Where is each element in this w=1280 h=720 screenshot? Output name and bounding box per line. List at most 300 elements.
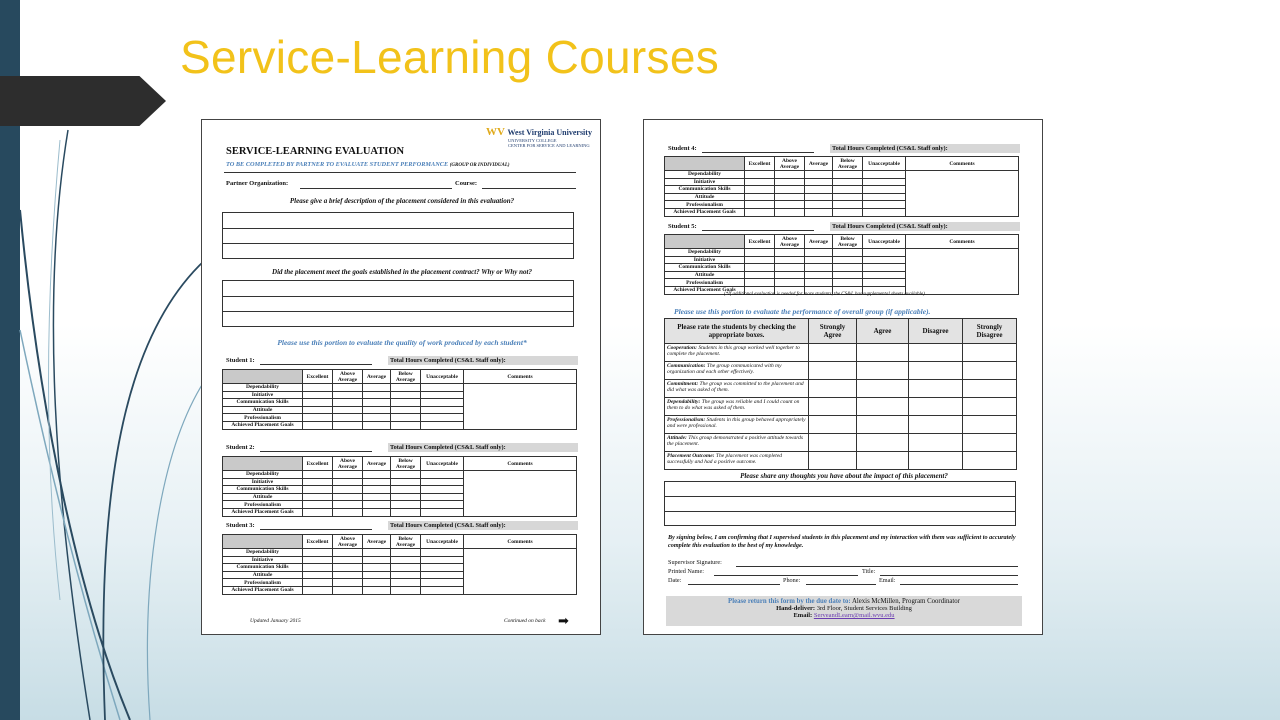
wvu-logo: WV West Virginia University UNIVERSITY COLLEGE CENTER FOR SERVICE AND LEARNING: [486, 126, 592, 148]
printed-name-label: Printed Name:: [668, 568, 704, 575]
rating-checkbox-cell[interactable]: [863, 264, 906, 272]
rating-checkbox-cell[interactable]: [333, 478, 363, 486]
rating-checkbox-cell[interactable]: [833, 201, 863, 209]
student-5-label: Student 5:: [668, 223, 697, 230]
arrow-right-icon: ➡: [558, 613, 569, 628]
comments-cell[interactable]: [464, 549, 577, 595]
rating-checkbox-cell[interactable]: [421, 508, 464, 516]
rating-checkbox-cell[interactable]: [333, 564, 363, 572]
student-4-label: Student 4:: [668, 145, 697, 152]
rating-checkbox-cell[interactable]: [775, 171, 805, 179]
agreement-checkbox-cell[interactable]: [857, 380, 909, 398]
rating-checkbox-cell[interactable]: [775, 264, 805, 272]
comments-cell[interactable]: [464, 384, 577, 430]
agreement-checkbox-cell[interactable]: [909, 416, 963, 434]
agreement-checkbox-cell[interactable]: [809, 434, 857, 452]
group-criterion: Professionalism: Students in this group behaved appropriately and were professional.: [665, 416, 809, 434]
rating-checkbox-cell[interactable]: [363, 478, 391, 486]
rating-checkbox-cell[interactable]: [363, 556, 391, 564]
rating-checkbox-cell[interactable]: [391, 556, 421, 564]
rating-checkbox-cell[interactable]: [333, 421, 363, 429]
rating-checkbox-cell[interactable]: [863, 279, 906, 287]
student-1-label: Student 1:: [226, 357, 255, 364]
rating-row-label: Achieved Placement Goals: [223, 586, 303, 594]
agreement-column-header: Strongly Disagree: [963, 319, 1017, 344]
student-4-rating-table[interactable]: [664, 156, 1019, 217]
rating-checkbox-cell[interactable]: [775, 256, 805, 264]
rating-checkbox-cell[interactable]: [805, 171, 833, 179]
rating-checkbox-cell[interactable]: [421, 493, 464, 501]
rating-checkbox-cell[interactable]: [863, 208, 906, 216]
rating-checkbox-cell[interactable]: [391, 471, 421, 479]
student-4-hours-label: Total Hours Completed (CS&L Staff only):: [832, 145, 948, 152]
partner-org-label: Partner Organization:: [226, 180, 289, 187]
rating-checkbox-cell[interactable]: [421, 549, 464, 557]
rating-checkbox-cell[interactable]: [333, 384, 363, 392]
rating-checkbox-cell[interactable]: [363, 391, 391, 399]
group-rating-table[interactable]: [664, 318, 1017, 470]
rating-checkbox-cell[interactable]: [745, 171, 775, 179]
group-criterion: Dependability: The group was reliable and I could count on them to do what was asked of them.: [665, 398, 809, 416]
question-goals: Did the placement meet the goals established in the placement contract? Why or Why not?: [272, 268, 532, 276]
rating-checkbox-cell[interactable]: [391, 414, 421, 422]
form-heading: SERVICE-LEARNING EVALUATION: [226, 146, 405, 157]
title-field[interactable]: [880, 575, 1018, 576]
rating-checkbox-cell[interactable]: [775, 201, 805, 209]
rating-checkbox-cell[interactable]: [303, 586, 333, 594]
rating-checkbox-cell[interactable]: [363, 501, 391, 509]
rating-column-header: Below Average: [391, 370, 421, 384]
rating-row-label: Communication Skills: [665, 264, 745, 272]
rating-checkbox-cell[interactable]: [333, 399, 363, 407]
date-label: Date:: [668, 577, 682, 584]
agreement-checkbox-cell[interactable]: [809, 362, 857, 380]
phone-field[interactable]: [806, 584, 876, 585]
rating-checkbox-cell[interactable]: [333, 556, 363, 564]
agreement-checkbox-cell[interactable]: [909, 362, 963, 380]
rating-checkbox-cell[interactable]: [391, 493, 421, 501]
rating-checkbox-cell[interactable]: [363, 564, 391, 572]
rating-column-header: Comments: [906, 157, 1019, 171]
rating-checkbox-cell[interactable]: [421, 579, 464, 587]
rating-checkbox-cell[interactable]: [775, 193, 805, 201]
rating-checkbox-cell[interactable]: [805, 178, 833, 186]
rating-checkbox-cell[interactable]: [303, 406, 333, 414]
rating-checkbox-cell[interactable]: [303, 493, 333, 501]
rating-checkbox-cell[interactable]: [421, 501, 464, 509]
rating-checkbox-cell[interactable]: [391, 478, 421, 486]
rating-checkbox-cell[interactable]: [805, 264, 833, 272]
email-label: Email:: [879, 577, 896, 584]
rating-checkbox-cell[interactable]: [833, 271, 863, 279]
rating-row-label: Dependability: [665, 171, 745, 179]
rating-checkbox-cell[interactable]: [391, 586, 421, 594]
group-table-header: Please rate the students by checking the appropriate boxes.: [665, 319, 809, 344]
rating-checkbox-cell[interactable]: [833, 279, 863, 287]
rating-checkbox-cell[interactable]: [333, 549, 363, 557]
rating-checkbox-cell[interactable]: [775, 178, 805, 186]
rating-column-header: Below Average: [391, 535, 421, 549]
rating-row-label: Attitude: [665, 271, 745, 279]
rating-checkbox-cell[interactable]: [805, 256, 833, 264]
rating-checkbox-cell[interactable]: [863, 193, 906, 201]
rating-row-label: Professionalism: [223, 579, 303, 587]
rating-row-label: Dependability: [223, 471, 303, 479]
agreement-checkbox-cell[interactable]: [963, 380, 1017, 398]
rating-column-header: Below Average: [391, 457, 421, 471]
student-1-name-field[interactable]: [260, 364, 372, 365]
rating-column-header: Unacceptable: [863, 157, 906, 171]
rating-row-label: Initiative: [665, 178, 745, 186]
rating-checkbox-cell[interactable]: [833, 264, 863, 272]
rating-column-header: Unacceptable: [863, 235, 906, 249]
rating-checkbox-cell[interactable]: [303, 421, 333, 429]
agreement-checkbox-cell[interactable]: [963, 362, 1017, 380]
rating-checkbox-cell[interactable]: [333, 508, 363, 516]
rating-checkbox-cell[interactable]: [303, 579, 333, 587]
rating-checkbox-cell[interactable]: [863, 201, 906, 209]
rating-column-header: Average: [805, 235, 833, 249]
rating-checkbox-cell[interactable]: [333, 391, 363, 399]
rating-checkbox-cell[interactable]: [303, 564, 333, 572]
group-criterion: Placement Outcome: The placement was completed successfully and had a positive outcome.: [665, 452, 809, 470]
rating-column-header: Unacceptable: [421, 370, 464, 384]
rating-checkbox-cell[interactable]: [303, 399, 333, 407]
rating-checkbox-cell[interactable]: [391, 571, 421, 579]
student-3-name-field[interactable]: [260, 529, 372, 530]
rating-column-header: Below Average: [833, 157, 863, 171]
title-tab-shape: [0, 76, 166, 126]
student-2-rating-table[interactable]: [222, 456, 577, 517]
agreement-column-header: Agree: [857, 319, 909, 344]
rating-column-header: Comments: [906, 235, 1019, 249]
comments-cell[interactable]: [906, 249, 1019, 295]
agreement-checkbox-cell[interactable]: [857, 398, 909, 416]
rating-checkbox-cell[interactable]: [363, 414, 391, 422]
rating-checkbox-cell[interactable]: [391, 564, 421, 572]
rating-row-label: Achieved Placement Goals: [665, 286, 745, 294]
agreement-checkbox-cell[interactable]: [809, 380, 857, 398]
agreement-checkbox-cell[interactable]: [809, 398, 857, 416]
rating-checkbox-cell[interactable]: [363, 571, 391, 579]
rating-column-header: Below Average: [833, 235, 863, 249]
rating-row-label: Achieved Placement Goals: [223, 421, 303, 429]
rating-checkbox-cell[interactable]: [391, 391, 421, 399]
rating-checkbox-cell[interactable]: [333, 571, 363, 579]
course-label: Course:: [455, 180, 478, 187]
rating-checkbox-cell[interactable]: [833, 256, 863, 264]
rating-checkbox-cell[interactable]: [833, 186, 863, 194]
signing-statement: By signing below, I am confirming that I supervised students in this placement and my interaction with them was sufficient to accurately complete this evaluation to the best of my knowledge.: [668, 534, 1016, 549]
rating-checkbox-cell[interactable]: [863, 256, 906, 264]
rating-checkbox-cell[interactable]: [745, 279, 775, 287]
rating-checkbox-cell[interactable]: [303, 471, 333, 479]
rating-checkbox-cell[interactable]: [363, 508, 391, 516]
title-label: Title:: [862, 568, 876, 575]
agreement-checkbox-cell[interactable]: [857, 416, 909, 434]
rating-checkbox-cell[interactable]: [333, 406, 363, 414]
agreement-checkbox-cell[interactable]: [809, 416, 857, 434]
rating-checkbox-cell[interactable]: [333, 579, 363, 587]
rating-row-label: Attitude: [223, 571, 303, 579]
rating-checkbox-cell[interactable]: [303, 501, 333, 509]
slide-title: Service-Learning Courses: [180, 31, 720, 83]
rating-checkbox-cell[interactable]: [421, 384, 464, 392]
wv-flying-logo-icon: WV: [486, 126, 505, 138]
rating-checkbox-cell[interactable]: [863, 249, 906, 257]
rating-row-label: Initiative: [665, 256, 745, 264]
rating-checkbox-cell[interactable]: [391, 399, 421, 407]
group-eval-heading: Please use this portion to evaluate the performance of overall group (if applicable).: [674, 307, 931, 316]
rating-row-label: Attitude: [665, 193, 745, 201]
rating-column-header: Above Average: [333, 370, 363, 384]
group-criterion: Cooperation: Students in this group worked well together to complete the placement.: [665, 344, 809, 362]
agreement-checkbox-cell[interactable]: [909, 452, 963, 470]
student-5-rating-table[interactable]: [664, 234, 1019, 295]
student-5-name-field[interactable]: [702, 230, 814, 231]
rating-checkbox-cell[interactable]: [391, 508, 421, 516]
agreement-checkbox-cell[interactable]: [857, 344, 909, 362]
rating-column-header: Average: [363, 535, 391, 549]
rating-row-label: Communication Skills: [223, 399, 303, 407]
student-2-label: Student 2:: [226, 444, 255, 451]
student-3-rating-table[interactable]: [222, 534, 577, 595]
rating-checkbox-cell[interactable]: [421, 478, 464, 486]
printed-name-field[interactable]: [714, 575, 858, 576]
rating-row-label: Attitude: [223, 406, 303, 414]
agreement-checkbox-cell[interactable]: [809, 452, 857, 470]
question-description: Please give a brief description of the placement considered in this evaluation?: [289, 197, 515, 205]
rating-checkbox-cell[interactable]: [421, 421, 464, 429]
rating-checkbox-cell[interactable]: [391, 421, 421, 429]
rating-checkbox-cell[interactable]: [363, 384, 391, 392]
rating-row-label: Professionalism: [665, 279, 745, 287]
rating-checkbox-cell[interactable]: [805, 186, 833, 194]
agreement-checkbox-cell[interactable]: [809, 344, 857, 362]
rating-checkbox-cell[interactable]: [833, 178, 863, 186]
rating-checkbox-cell[interactable]: [303, 391, 333, 399]
rating-checkbox-cell[interactable]: [303, 549, 333, 557]
group-criterion: Communication: The group communicated with my organization and each other effectively.: [665, 362, 809, 380]
rating-checkbox-cell[interactable]: [863, 186, 906, 194]
form-subheading: TO BE COMPLETED BY PARTNER TO EVALUATE STUDENT PERFORMANCE (GROUP OR INDIVIDUAL): [226, 161, 510, 168]
evaluation-form-page-1: [201, 119, 601, 635]
rating-column-header: Comments: [464, 457, 577, 471]
rating-checkbox-cell[interactable]: [833, 193, 863, 201]
impact-textbox[interactable]: [664, 481, 1016, 526]
partner-org-field[interactable]: [300, 188, 452, 189]
rating-checkbox-cell[interactable]: [303, 414, 333, 422]
agreement-checkbox-cell[interactable]: [857, 362, 909, 380]
rating-checkbox-cell[interactable]: [363, 493, 391, 501]
rating-checkbox-cell[interactable]: [421, 391, 464, 399]
rating-row-label: Professionalism: [223, 501, 303, 509]
rating-checkbox-cell[interactable]: [333, 493, 363, 501]
rating-checkbox-cell[interactable]: [303, 486, 333, 494]
rating-checkbox-cell[interactable]: [421, 414, 464, 422]
email-field[interactable]: [900, 584, 1018, 585]
rating-checkbox-cell[interactable]: [333, 471, 363, 479]
rating-checkbox-cell[interactable]: [833, 249, 863, 257]
agreement-checkbox-cell[interactable]: [963, 452, 1017, 470]
rating-checkbox-cell[interactable]: [421, 556, 464, 564]
rating-checkbox-cell[interactable]: [333, 486, 363, 494]
rating-checkbox-cell[interactable]: [421, 471, 464, 479]
rating-checkbox-cell[interactable]: [863, 178, 906, 186]
rating-row-label: Initiative: [223, 478, 303, 486]
rating-checkbox-cell[interactable]: [391, 501, 421, 509]
header-blank-cell: [223, 370, 303, 384]
rating-checkbox-cell[interactable]: [391, 579, 421, 587]
rating-checkbox-cell[interactable]: [745, 178, 775, 186]
rating-row-label: Initiative: [223, 391, 303, 399]
student-1-rating-table[interactable]: [222, 369, 577, 430]
rating-column-header: Average: [363, 457, 391, 471]
supplemental-note: (*If additional evaluation is needed for more students, the CS&L has supplemental sheets available): [724, 292, 925, 297]
header-blank-cell: [665, 235, 745, 249]
rating-checkbox-cell[interactable]: [303, 571, 333, 579]
rating-checkbox-cell[interactable]: [391, 549, 421, 557]
evaluation-form-page-2: [643, 119, 1043, 635]
course-field[interactable]: [482, 188, 576, 189]
rating-checkbox-cell[interactable]: [421, 571, 464, 579]
supervisor-signature-field[interactable]: [736, 566, 1018, 567]
rating-column-header: Excellent: [303, 457, 333, 471]
group-criterion: Attitude: This group demonstrated a positive attitude towards the placement.: [665, 434, 809, 452]
supervisor-signature-label: Supervisor Signature:: [668, 559, 722, 566]
rating-checkbox-cell[interactable]: [745, 249, 775, 257]
rating-row-label: Communication Skills: [665, 186, 745, 194]
agreement-checkbox-cell[interactable]: [909, 398, 963, 416]
student-4-name-field[interactable]: [702, 152, 814, 153]
rating-checkbox-cell[interactable]: [745, 256, 775, 264]
rating-checkbox-cell[interactable]: [833, 208, 863, 216]
rating-checkbox-cell[interactable]: [745, 193, 775, 201]
rating-checkbox-cell[interactable]: [391, 406, 421, 414]
rating-row-label: Communication Skills: [223, 564, 303, 572]
rating-column-header: Excellent: [303, 535, 333, 549]
agreement-column-header: Strongly Agree: [809, 319, 857, 344]
rating-row-label: Communication Skills: [223, 486, 303, 494]
rating-row-label: Achieved Placement Goals: [665, 208, 745, 216]
footer-continued: Continued on back: [504, 618, 546, 624]
rating-checkbox-cell[interactable]: [303, 556, 333, 564]
comments-cell[interactable]: [906, 171, 1019, 217]
rating-checkbox-cell[interactable]: [745, 201, 775, 209]
rating-row-label: Professionalism: [223, 414, 303, 422]
rating-checkbox-cell[interactable]: [421, 564, 464, 572]
rating-checkbox-cell[interactable]: [421, 406, 464, 414]
phone-label: Phone:: [783, 577, 801, 584]
agreement-checkbox-cell[interactable]: [963, 398, 1017, 416]
student-2-name-field[interactable]: [260, 451, 372, 452]
rating-row-label: Professionalism: [665, 201, 745, 209]
rating-checkbox-cell[interactable]: [805, 271, 833, 279]
rating-column-header: Unacceptable: [421, 535, 464, 549]
date-field[interactable]: [688, 584, 780, 585]
rating-checkbox-cell[interactable]: [363, 471, 391, 479]
rating-checkbox-cell[interactable]: [775, 279, 805, 287]
rating-checkbox-cell[interactable]: [775, 249, 805, 257]
rating-checkbox-cell[interactable]: [863, 271, 906, 279]
rating-column-header: Average: [363, 370, 391, 384]
agreement-checkbox-cell[interactable]: [963, 434, 1017, 452]
rating-checkbox-cell[interactable]: [363, 399, 391, 407]
rating-checkbox-cell[interactable]: [303, 508, 333, 516]
email-link[interactable]: ServeandLearn@mail.wvu.edu: [813, 612, 895, 619]
rating-checkbox-cell[interactable]: [745, 186, 775, 194]
rating-checkbox-cell[interactable]: [303, 384, 333, 392]
rating-checkbox-cell[interactable]: [303, 478, 333, 486]
rating-checkbox-cell[interactable]: [421, 399, 464, 407]
comments-cell[interactable]: [464, 471, 577, 517]
rating-row-label: Attitude: [223, 493, 303, 501]
rating-checkbox-cell[interactable]: [421, 586, 464, 594]
agreement-checkbox-cell[interactable]: [909, 380, 963, 398]
goals-textbox[interactable]: [222, 280, 574, 327]
rating-checkbox-cell[interactable]: [805, 201, 833, 209]
agreement-checkbox-cell[interactable]: [963, 416, 1017, 434]
rating-checkbox-cell[interactable]: [333, 414, 363, 422]
rating-checkbox-cell[interactable]: [863, 171, 906, 179]
rating-column-header: Above Average: [775, 157, 805, 171]
agreement-checkbox-cell[interactable]: [909, 434, 963, 452]
rating-checkbox-cell[interactable]: [775, 271, 805, 279]
rating-column-header: Excellent: [745, 235, 775, 249]
agreement-checkbox-cell[interactable]: [857, 434, 909, 452]
student-5-hours-label: Total Hours Completed (CS&L Staff only):: [832, 223, 948, 230]
rating-checkbox-cell[interactable]: [391, 486, 421, 494]
rating-checkbox-cell[interactable]: [833, 171, 863, 179]
agreement-checkbox-cell[interactable]: [909, 344, 963, 362]
rating-checkbox-cell[interactable]: [805, 208, 833, 216]
rating-checkbox-cell[interactable]: [333, 586, 363, 594]
rating-column-header: Unacceptable: [421, 457, 464, 471]
rating-checkbox-cell[interactable]: [363, 486, 391, 494]
rating-checkbox-cell[interactable]: [805, 279, 833, 287]
rating-checkbox-cell[interactable]: [805, 193, 833, 201]
rating-checkbox-cell[interactable]: [333, 501, 363, 509]
rating-checkbox-cell[interactable]: [745, 271, 775, 279]
rating-checkbox-cell[interactable]: [775, 208, 805, 216]
rating-checkbox-cell[interactable]: [745, 264, 775, 272]
agreement-checkbox-cell[interactable]: [963, 344, 1017, 362]
rating-checkbox-cell[interactable]: [421, 486, 464, 494]
rating-checkbox-cell[interactable]: [775, 186, 805, 194]
agreement-checkbox-cell[interactable]: [857, 452, 909, 470]
rating-row-label: Dependability: [665, 249, 745, 257]
rating-checkbox-cell[interactable]: [363, 549, 391, 557]
rating-column-header: Average: [805, 157, 833, 171]
rating-checkbox-cell[interactable]: [745, 208, 775, 216]
header-blank-cell: [223, 535, 303, 549]
question-impact: Please share any thoughts you have about the impact of this placement?: [740, 472, 948, 480]
description-textbox[interactable]: [222, 212, 574, 259]
rating-checkbox-cell[interactable]: [363, 579, 391, 587]
group-criterion: Commitment: The group was committed to the placement and did what was asked of them.: [665, 380, 809, 398]
footer-updated: Updated January 2015: [250, 618, 301, 624]
rating-column-header: Above Average: [333, 535, 363, 549]
rating-checkbox-cell[interactable]: [363, 586, 391, 594]
rating-checkbox-cell[interactable]: [805, 249, 833, 257]
rating-column-header: Above Average: [775, 235, 805, 249]
header-blank-cell: [665, 157, 745, 171]
header-blank-cell: [223, 457, 303, 471]
rating-checkbox-cell[interactable]: [363, 406, 391, 414]
rating-checkbox-cell[interactable]: [391, 384, 421, 392]
rating-checkbox-cell[interactable]: [363, 421, 391, 429]
rating-row-label: Dependability: [223, 384, 303, 392]
